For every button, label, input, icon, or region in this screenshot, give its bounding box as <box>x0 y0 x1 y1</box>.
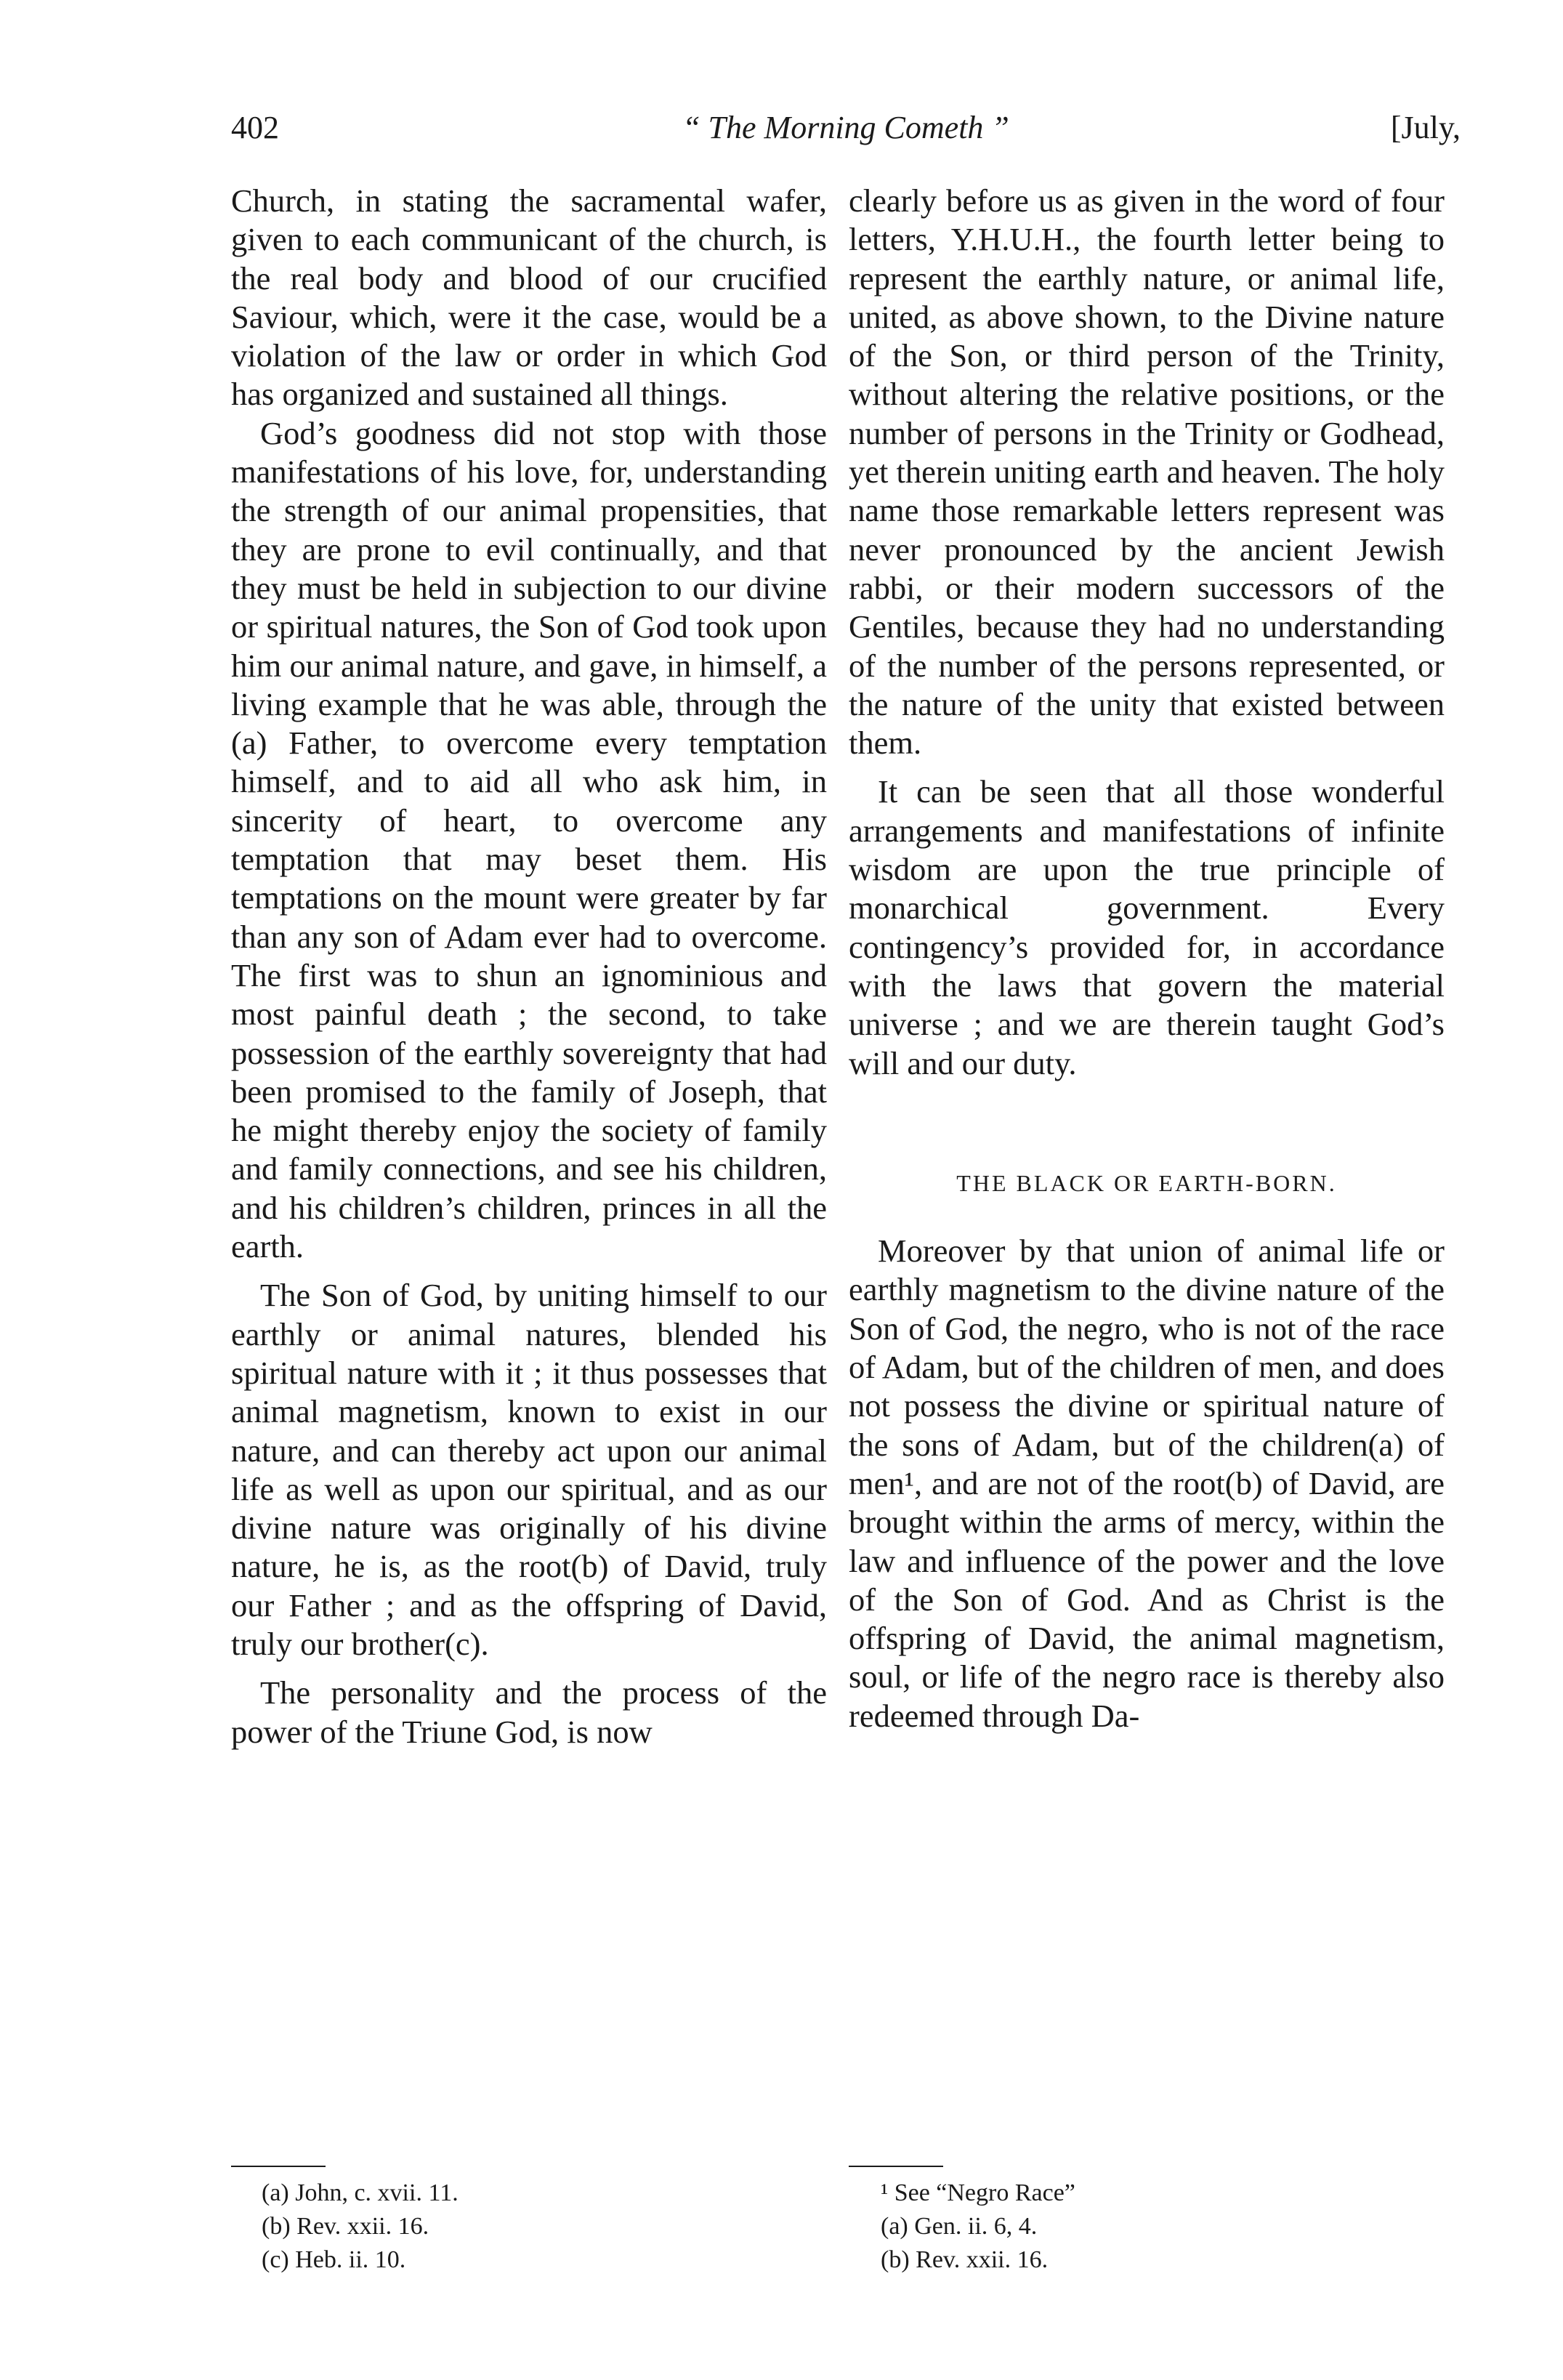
paragraph: clearly before us as given in the word of four letters, Y.H.U.H., the fourth letter being to represent the earthly nature, or animal life, united, as above shown, to the Divine nature of the Son, or third person of the Trinity, without altering the relative positions, or the number of persons in the Trinity or Godhead, yet therein uniting earth and heaven. The holy name those remarkable letters represent was never pronounced by the ancient Jewish rabbi, or their modern successors of the Gentiles, because they had no understanding of the number of the persons represented, or the nature of the unity that existed between them. <box>849 182 1445 762</box>
footnote-rule <box>849 2166 943 2167</box>
paragraph: Church, in stating the sacramental wafer, given to each communicant of the church, is the real body and blood of our crucified Saviour, which, were it the case, would be a violation of the law or order in which God has organized and sustained all things. <box>231 182 827 413</box>
footnotes-right <box>881 2177 1389 2277</box>
running-head <box>231 109 1461 160</box>
footnote: (b) Rev. xxii. 16. <box>262 2213 429 2240</box>
section-heading: THE BLACK OR EARTH-BORN. <box>956 1169 1337 1196</box>
footnote: (a) Gen. ii. 6, 4. <box>881 2213 1038 2240</box>
paragraph: The Son of God, by uniting himself to our earthly or animal natures, blended his spiritual nature with it ; it thus possesses that animal magnetism, known to exist in our nature, and can thereby act upon our animal life as well as upon our spiritual, and as our divine nature was originally of his divine nature, he is, as the root(b) of David, truly our Father ; and as the offspring of David, truly our brother(c). <box>231 1277 827 1662</box>
right-column <box>849 182 1445 1735</box>
footnote: (a) John, c. xvii. 11. <box>262 2179 459 2206</box>
running-title: “ The Morning Cometh ” <box>682 110 1009 145</box>
footnote-rule <box>231 2166 326 2167</box>
footnotes-left <box>262 2177 770 2277</box>
page-number: 402 <box>231 110 279 145</box>
footnote: (b) Rev. xxii. 16. <box>881 2246 1049 2273</box>
paragraph: The personality and the process of the power of the Triune God, is now <box>231 1674 827 1750</box>
paragraph: It can be seen that all those wonderful arrangements and manifestations of infinite wisdom are upon the true principle of monarchical government. Every contingency’s provided for, in accordance with the laws that govern the material universe ; and we are therein taught God’s will and our duty. <box>849 773 1445 1081</box>
footnote: ¹ See “Negro Race” <box>881 2179 1075 2206</box>
paragraph: God’s goodness did not stop with those manifestations of his love, for, understanding the strength of our animal propensities, that they are prone to evil continually, and that they must be held in subjection to our divine or spiritual natures, the Son of God took upon him our animal nature, and gave, in himself, a living example that he was able, through the (a) Father, to overcome every temptation himself, and to aid all who ask him, in sincerity of heart, to overcome any temptation that may beset them. His temptations on the mount were greater by far than any son of Adam ever had to overcome. The first was to shun an ignominious and most painful death ; the second, to take possession of the earthly sovereignty that had been promised to the family of Joseph, that he might thereby enjoy the society of family and family connections, and see his children, and his children’s children, princes in all the earth. <box>231 414 827 1265</box>
paragraph: Moreover by that union of animal life or earthly magnetism to the divine nature of the Son of God, the negro, who is not of the race of Adam, but of the children of men, and does not possess the divine or spiritual nature of the sons of Adam, but of the children(a) of men¹, and are not of the root(b) of David, are brought within the arms of mercy, within the law and influence of the power and the love of the Son of God. And as Christ is the offspring of David, the animal magnetism, soul, or life of the negro race is thereby also redeemed through Da- <box>849 1233 1445 1734</box>
left-column <box>231 182 827 1751</box>
footnote: (c) Heb. ii. 10. <box>262 2246 406 2273</box>
running-month: [July, <box>1390 110 1461 145</box>
